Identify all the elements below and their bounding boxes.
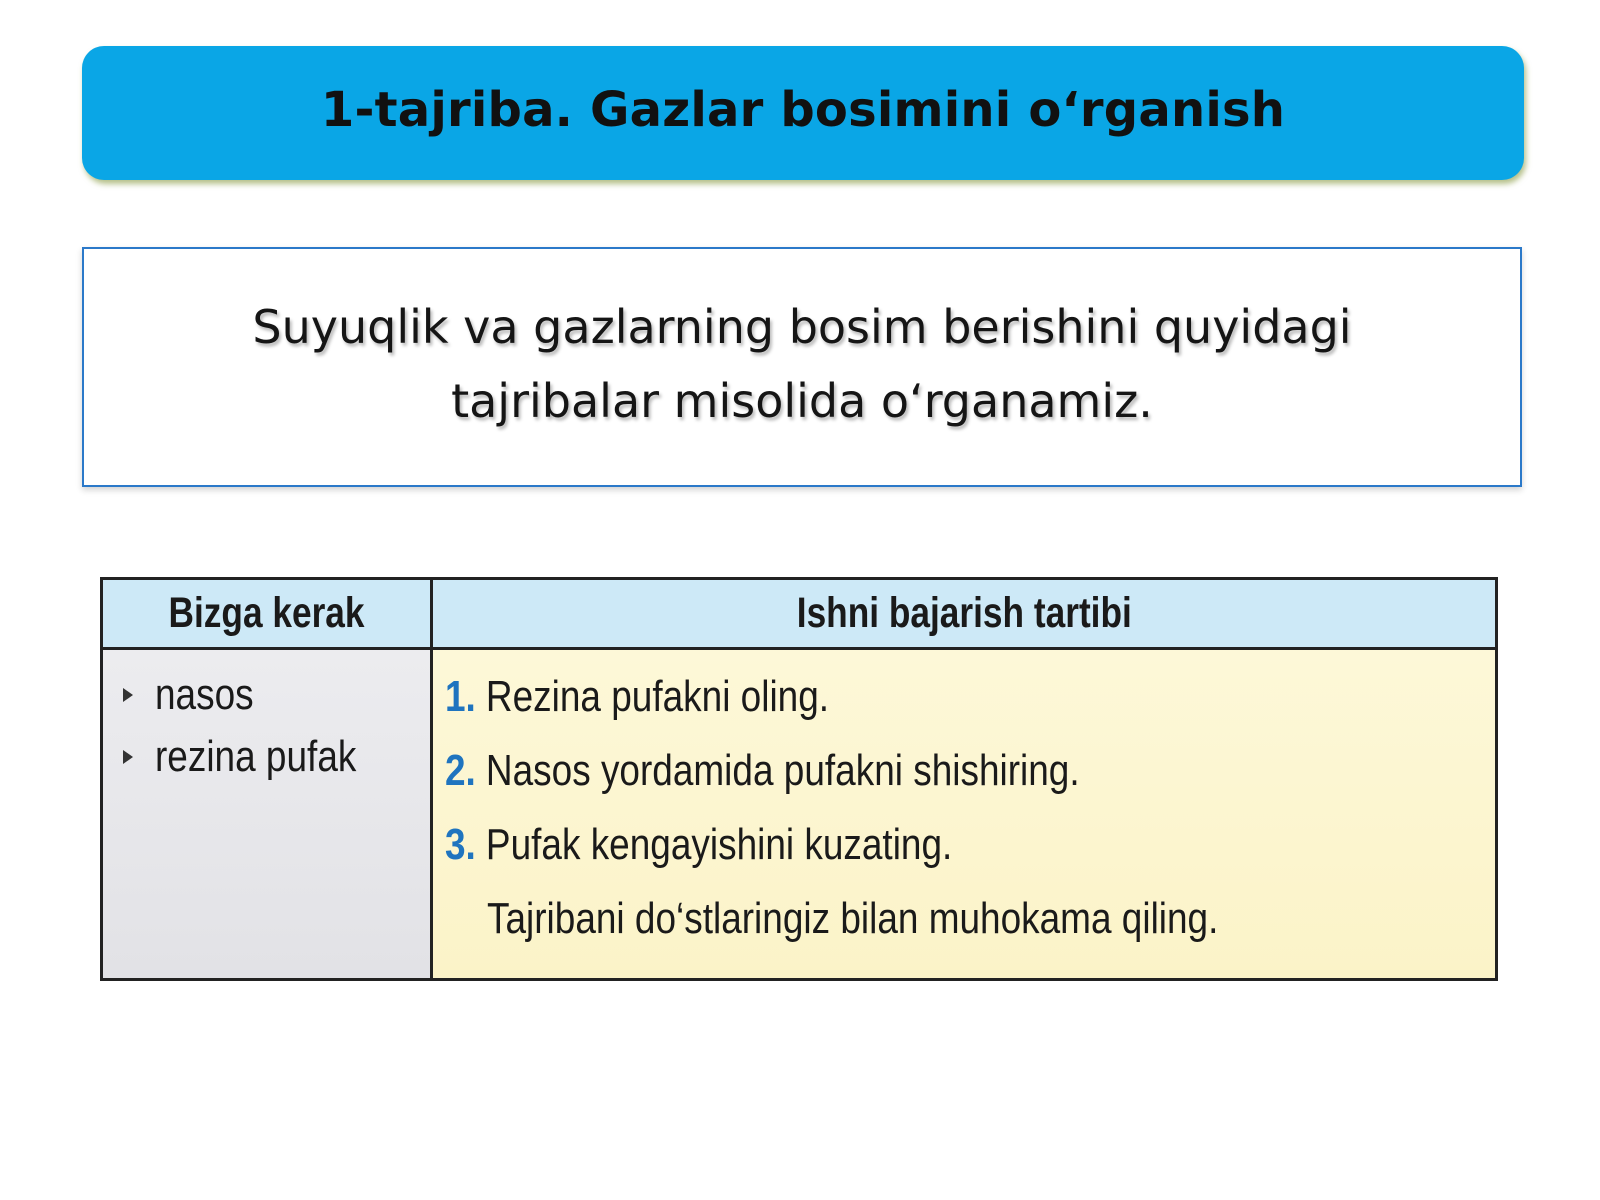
- triangle-bullet-icon: [123, 688, 133, 702]
- list-item: [103, 664, 430, 726]
- step-line: [445, 746, 1080, 796]
- needs-list: [103, 650, 433, 978]
- step-item: [445, 660, 1495, 734]
- triangle-bullet-icon: [123, 750, 133, 764]
- step-number: 3.: [445, 820, 476, 869]
- intro-text: [152, 290, 1452, 438]
- intro-box: [82, 247, 1522, 487]
- needs-header-cell: [103, 580, 433, 650]
- procedure-header: Ishni bajarish tartibi: [796, 589, 1132, 637]
- steps-list: [433, 650, 1495, 978]
- step-number: 1.: [445, 672, 476, 721]
- page-title: 1-tajriba. Gazlar bosimini o‘rganish: [320, 82, 1286, 138]
- need-item-text: nasos: [155, 670, 254, 719]
- step-line: [445, 820, 952, 870]
- need-item-text: rezina pufak: [155, 732, 357, 781]
- step-text: Nasos yordamida pufakni shishiring.: [485, 746, 1080, 795]
- step-note: [445, 882, 1495, 956]
- note-text: Tajribani do‘stlaringiz bilan muhokama qiling.: [487, 894, 1219, 943]
- intro-line-1: Suyuqlik va gazlarning bosim berishini quyidagi: [252, 300, 1352, 354]
- experiment-table: [100, 577, 1498, 981]
- step-item: [445, 808, 1495, 882]
- step-number: 2.: [445, 746, 476, 795]
- procedure-header-cell: [433, 580, 1495, 650]
- intro-line-2: tajribalar misolida o‘rganamiz.: [451, 374, 1153, 428]
- step-text: Rezina pufakni oling.: [485, 672, 830, 721]
- step-item: [445, 734, 1495, 808]
- title-banner: [82, 46, 1524, 180]
- needs-header: Bizga kerak: [168, 589, 365, 637]
- list-item: [103, 726, 430, 788]
- step-text: Pufak kengayishini kuzating.: [485, 820, 953, 869]
- step-line: [445, 672, 829, 722]
